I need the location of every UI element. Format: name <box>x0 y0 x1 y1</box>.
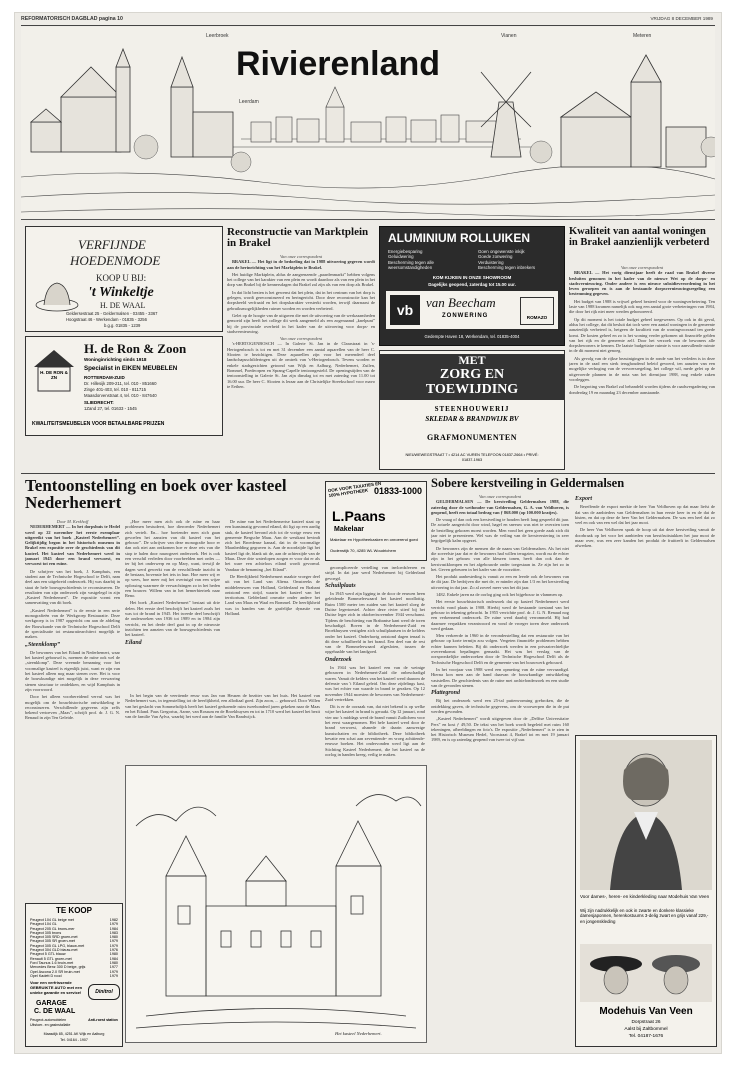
tentoonstelling-p7: Het boek „Kasteel Nederhemert” bestaat uit drie delen. Het eerste deel beschrijft het kasteel zoals het was tot de brand in 1945. Het tweede deel beschrijft de onderzoeken van 1936 tot 1989 en in 1984 zijn verricht, en het derde deel gaat in op de nieuwste inzichten ten aanzien van de bouwgeschiedenis van het kasteel. <box>125 600 220 638</box>
tentoonstelling-p9: De Heerlijkheid Nederhemert maakte vroeger deel uit van het Land van Altena. Omstreeks de middeleeuwen van Holland, Gelderland en Brabant ontstond een strijd, waarin het kasteel van het territorium. Gelderland omvatte onder andere het Land van Maas en Waal en Bommel. De heerlijkheid was in handen van de grafelijke dynastie van Holland. <box>225 573 320 617</box>
article-reconstructie-body <box>227 254 375 434</box>
hoedenmode-hours: b.g.g. 01835 - 1239 <box>104 323 141 328</box>
kerstveiling-p1: GELDERMALSEN — De kerstveiling Geldermalsen 1988, die zaterdag door de wethouder van Geldermalsen, G. A. van Veldhoven, is geopend, heeft een totaal bedrag van ƒ 868.000 (op 100.000 kratjes). <box>431 499 569 515</box>
nederhemert-cont-p2: In 1945 werd zijn ligging in de door de eeuwen heen geleidende Bommelerwaard het kasteel noodlottig. Ruim 1500 meter ten zuiden van het kasteel sloeg de Duitse legertoestel. Achter deze rivier stierf bij het Duitse leger zich in oktober/november 1944 verschanst. Tijdens de beschieting van Brabantse kant werd de toren beschadigd. Boven in de Nederhemert-Zuid en Broekhuysen vestigden zich schuilplaatsen in de kelders onder het kasteel. Onderhavig ontstond dagen tenaal is dit deze schuilbeeld in het brand. Een deel van de rest van de Bommelerwaard afgesloten, tussen de opgehaalde van het landgoed. <box>325 591 425 655</box>
ad-rolluiken <box>379 226 565 346</box>
steen-l3: TOEWIJDING <box>425 382 519 397</box>
modehuis-caption2: Wij zijn nadrukkelijk en ook in zwarte en donkere klassieke damesjaponnen, herenkostuums 3-delig zwart en grijs vanaf 229,- en jongenskleding <box>580 908 709 924</box>
headline-kerstveiling: Sobere kerstveiling in Geldermalsen <box>431 476 625 490</box>
paans-phone: 01833-1000 <box>374 486 423 496</box>
tentoonstelling-p8: De ruïne van het Nederhemertse kasteel staat op een kunstmatig gevormd eiland, dit ligt op een aardig stuk, de kasteel bevond zich tot de vorige eeuw een gemeente Bergsche Maas. Aan de westkant bevindt zich het Broedense kanaal, dat in de voormalige Maasbedding gegraven is. Aan de noordzijde ligt het kasteel ligt de, blank uit de, aan de achterzijde van de Maas. Deze drie waterlopen zorgen er voor dat er als het ware een achteloos eiland wordt gevormd. Vandaar de benaming „het Eiland”. <box>225 519 320 572</box>
tekoop-addr: Maasdijk 85, 4251 AK Wijk en Aalburg <box>43 1032 105 1036</box>
tentoonstelling-col3 <box>225 519 320 629</box>
ad-hoedenmode <box>25 226 223 332</box>
tentoonstelling-p5: Door het alleen voorbereidend vervul was het mogelijk om de bouwhistorische ontwikkeling te reconstrueren. Verschillende gegevens zijn zelfs bekend vertoeven „Maas”, schrijft prof. dr. J. G. N. Renaud in zijn Ten Geleide. <box>25 694 120 721</box>
car-model: Peugeot 305 brons <box>30 930 62 935</box>
header-rule <box>21 25 715 26</box>
section-rule <box>21 473 715 474</box>
car-model: Mercedes Benz 300 D beige, grijs <box>30 965 86 970</box>
deron-special: Specialist in EIKEN MEUBELEN <box>84 365 178 372</box>
steen-l1: MET <box>458 353 486 367</box>
tentoonstelling-p6: „Hoe meer men zich ook de ruïne en haar problemen bestudeert, hoe dieroerder Nederhemert zich vertelt. En... hoe boeiender men zich gaan gevoelen het aanzien van dit kasteel van het gebouw”. De schrijver van deze monografie hoor er dan ook niet aan ontkomen hoe er deze reis van die stop te halen door nauwgezet onderzoek. Het is ook een verschil verleden door voorbeelden met ordes — ter bij het onderwerp en op Mary, want, terwijl de dagen werd gewerkt van de verschillende inzicht in de bestaan, bovenste het iets in hun. Hoe meer wij er op wees, hoe meer mij het overtuigd van een wijze oplossing waarmee de verwachtingen zo in het heden een bouwer. Willem van in het hemerbiertrek naar Reno. <box>125 519 220 599</box>
car-year: 1984 <box>109 926 118 931</box>
kerstveiling-p12: De heer Van Veldhoven sprak de hoop uit dat deze kerstveiling vanuit de doorbraak op het voor het aanbieden van kerstfruitstukken het jaar mooi de maar over, was een zeer kanden het produkt de fruitteelt in Geldermalsen afwerken. <box>575 527 715 549</box>
reconstructie-p1: BRAKEL — Het ligt in de bedoeling dat in 1988 uitvoering gegeven wordt aan de herinrichting van het Marktplein te Brakel. <box>227 259 375 270</box>
reconstructie-byline2: Van onze correspondent <box>279 336 323 342</box>
nederhemert-cont-p1: gecompliceerde vertelling van invloedsfeeren en strijd. In dat jaar werd Nederhemert bij Gelderland gevoegd. <box>325 565 425 581</box>
hoedenmode-addr2: Hoogstraat 46 - Werkendam - 01835 - 3256 <box>66 317 147 322</box>
modehuis-photo-heads <box>580 944 712 1002</box>
hoedenmode-owner: H. DE WAAL <box>100 301 146 310</box>
kerstveiling-p8: In het voorjaar van 1988 werd een opmeting van de ruïne vervaardigd. Hierna kon men aan de hand daarvan de bouwkundige ontwikkeling vaststellen. De geschiedenis van de ruïne met archiefonderzoek en een studie van de gevonden stenen. <box>431 666 569 688</box>
car-model: Opel Ascona 2.0 SR bruin-met <box>30 969 80 974</box>
paans-name: L.Paans <box>332 508 386 524</box>
place-label-meteren: Meteren <box>633 33 652 39</box>
paans-role: Makelaar <box>334 526 364 533</box>
hoedenmode-line2: HOEDENMODE <box>70 253 161 268</box>
castle-drawing <box>126 766 426 1042</box>
kerstveiling-p2: De vraag of dan ook een kerstveiling te houden heeft lang gespeeld dit jaar. De actuele aangericht door wind, hagel en sneeuw was niet te overzien toen de bestelling gekozen moest worden. Men vond het geen goede zaak zich dit jaar niet te presenteren. Wel was de veiling van de kerstversiering in zeer begrijpelijk kalm opgezet. <box>431 517 569 544</box>
nederhemert-cont-col <box>325 565 425 761</box>
tekoop-antirust: Anti-roest station <box>88 1018 118 1022</box>
steen-l2: ZORG EN <box>439 367 505 382</box>
kerstveiling-byline: Van onze correspondent <box>478 494 522 499</box>
castle-caption: Het kasteel Nederhemert. <box>335 1031 382 1036</box>
deron-logo-text: H. DE RON & ZN <box>40 370 68 380</box>
kerstveiling-p5: 1482. Enkele jaren na de oorlog ging ook het bijgebouw in vlammen op. <box>436 592 564 598</box>
car-year: 1980 <box>109 952 118 957</box>
rolluiken-bullet-3: Bescherming tegen alle weersomstandigheden <box>388 259 434 271</box>
kwaliteit-p3: Op dit moment is het totale budget geheel toegewezen. Op ook in dit geval, aldus het college, dat dit besluit dat toch weer een aantal woningen in de gemeente aanzienlijk verbeterd is, hetgeen de kwaliteit van de woningvoorraad ten goede komt. De kosten geheel en zo is het woning verder gekomen uit financiële gelden van het rijk en de gemeente zelf. Door het verzoek van de bewoners alle dorpsbewoners te kennen. De laatste budgettaire ruimte is voor aanvullende ruimte in de dit moment niet genoeg. <box>569 316 715 354</box>
deron-footer: KWALITEITSMEUBELEN VOOR BETAALBARE PRIJZEN <box>32 421 165 427</box>
hoedenmode-shop: 't Winkeltje <box>88 285 154 300</box>
modehuis-tel: Tel. 04187-1676 <box>628 1034 664 1039</box>
ad-paans <box>325 481 427 561</box>
deron-logo-house <box>32 347 76 393</box>
vb-logo: vb <box>390 295 420 325</box>
deron-name: H. de Ron & Zoon <box>84 341 187 356</box>
kwaliteit-byline: Van onze correspondent <box>620 265 664 270</box>
kerstveiling-col1 <box>431 494 569 1041</box>
ad-modehuis <box>575 735 717 1047</box>
car-year: 1979 <box>109 973 118 978</box>
kerstveiling-sub2: Export <box>575 496 593 502</box>
tentoonstelling-p2: De schrijver van het boek, J. Kamphuis, een student aan de Technische Hogeschool te Delft, nam deel aan een uitgebreid onderzoek. Hij was daarbij in staat de hele bouwgeschiedenis te reconstrueren. De resultaten van zijn onderzoek zijn vastgelegd in zijn „Kasteel Nederhemert”. De expositie vormt een samenvatting van dit boek. <box>25 568 120 606</box>
rolluiken-showroom: KOM KIJKEN IN ONZE SHOWROOM <box>432 275 512 280</box>
tentoonstelling-col1 <box>25 519 120 899</box>
rolluiken-brand-sub: ZONWERING <box>442 313 489 319</box>
car-year: 1979 <box>109 939 118 944</box>
car-model: Peugeot 304 GLD blauw-met <box>30 948 78 953</box>
reconstructie-p5: 's-HERTOGENBOSCH — In Galerie St. Jan in de Clarastraat in 's-Hertogenbosch is tot en met 31 december een aantal aquarellen van de heer C. Slooten te bezichtigen. Deze aquarellen zijn voor het merendeel deel landschapsschilderingen uit de omtrek van 's-Hertogenbosch. Tevens worden er enkele stadsgezichten getoond van Wijk en Aalburg, Nederhemert, Zuilen, Bommel, Poedeorpen en Sprang-Capelle tentoongesteld. De openingstijden van de tentoonstelling in Galerie St. Jan zijn dinsdag tot en met zaterdag van 11.00 tot 16.00 uur. De heer C. Slooten is leraar aan de Christelijke Streekschool voor mavo te Eethen. <box>227 341 375 389</box>
car-model: Peugeot 5 GTL blauw <box>30 952 66 957</box>
paans-top: OOK VOOR TAXATIES EN 100% HYPOTHEEK <box>327 480 382 499</box>
car-model: Peugeot 305 GL LPG, blauw-met <box>30 943 85 948</box>
modehuis-name: Modehuis Van Veen <box>599 1006 693 1017</box>
rolluiken-bullet-6: Verduistering <box>478 259 504 265</box>
ad-tekoop <box>25 903 123 1047</box>
place-label-leerdam: Leerdam <box>239 99 259 105</box>
paans-addr: Oudenstijk 70, 4285 WL Woudrichem <box>330 548 397 553</box>
tekoop-title: TE KOOP <box>55 906 92 915</box>
modehuis-addr2: Aalst bij Zaltbommel <box>624 1027 668 1032</box>
rolluiken-addr: Gedempte Haven 18, Werkendam, tel. 01835-4004 <box>424 334 520 339</box>
deron-founded: Woninginrichting sinds 1918 <box>84 357 147 362</box>
romazo-logo: ROMAZO <box>520 297 554 325</box>
tekoop-dinitrol: Dinitrol <box>88 984 120 1000</box>
section-title: Rivierenland <box>236 45 441 83</box>
tentoonstelling-p10: In het begin van de veertiende eeuw was Jan van Heusen de bezitter van het huis. Het kasteel van Nederhemert was, in tegenstelling tot de heerlijkheid, een allodiaal goed. Zijn zoon, ... gebouwd. Door Willen van het geslacht van Sommelsdijck heeft het kasteel gedurende ruim tweehonderd jaren gekeken naar de Maas en het Eiland. Paus Gregorius, Aarne, van Rossum en de Broekhuysen en tot in 1710 werd het kasteel het bezit van de familie Van Aylva, waarbij het werd aan de familie Van Randwijck. <box>125 693 320 720</box>
tentoonstelling-p3: „Kasteel Nederhemert” is de eerste in een serie monografieën van de Werkgroep Restauratie. Deze werkgroep is in 1987 opgericht om aan de afdeling der Bouwkunde van de Technische Hogeschool Delft de specialisatie tot restauratiearchitect mogelijk te maken. <box>25 607 120 640</box>
deron-address-3: Maasdorvenstraat 4, tel. 010 - 847640 <box>84 393 157 398</box>
reconstructie-byline: Van onze correspondent <box>279 254 323 259</box>
rivierenland-illustration <box>21 27 715 220</box>
car-year: 1979 <box>109 922 118 927</box>
tentoonstelling-p1: NEDERHEMERT — In het dorpshuis te Hedel werd op 22 november het eerste exemplaar uitgereikt van het boek „Kasteel Nederhemert”. Gelijktijdig begon in het historisch museum in Brakel een expositie over de geschiedenis van dit kasteel. Het kasteel van Nederhemert werd in januari 1945 door een brand verwoest, en verwoest tot een ruïne. <box>25 524 120 567</box>
car-model: Peugeot 104 GL beige met <box>30 918 74 922</box>
steen-grafmonumenten: GRAFMONUMENTEN <box>426 433 518 442</box>
car-year: 1979 <box>109 943 118 948</box>
car-model: Opel Kadett D rood <box>30 973 62 978</box>
tentoonstelling-col4 <box>125 693 320 761</box>
hat-icon <box>34 275 80 315</box>
kerstveiling-p10: „Kasteel Nederhemert” wordt uitgegeven door de „Delftse Universitaire Pers” en kost ƒ 49,50. De tekst van het boek wordt begeleid met ruim 160 tekeningen, afbeeldingen en foto's. De expositie „Nederhemert” is te zien in het Historisch Museum Hedel, Voorstraat 4, Brakel tot en met 19 januari 1989, en is op zaterdag geopend van twee tot vijf uur. <box>431 716 569 743</box>
modehuis-addr1: Dorpstraat 26 <box>631 1020 661 1025</box>
reconstructie-p2: Het huidige Marktplein, aldus de aangrenzende „paardenmarkt” hebben volgens het college van het karakter van een plein en wordt daardoor als van een plein in het dorp van Brakel bij de kennersdagen dat Brakel zal zijn als van een dorp als Brakel. <box>227 271 375 288</box>
rolluiken-open: Dagelijks geopend, zaterdag tot 15.00 uur. <box>428 282 516 287</box>
reconstructie-p4: Gelet op de hoogte van de uitgaven die met de uitvoering van de werkzaamheden gemoeid zijn heeft het college dit werk aangemeld als een zogenaamd „knelpunt” bij de provinciale overheid in het kader van de uitvoering voor dorps- en stadsvernieuwing. <box>227 312 375 334</box>
car-model: Peugeot 205 GL brons-mer <box>30 926 75 931</box>
tekoop-extra1: Voor een verfrissende <box>30 980 72 985</box>
paans-desc: Makelaar en Hypotheekzaken en onroerend goed <box>330 537 418 542</box>
rolluiken-title: ALUMINIUM ROLLUIKEN <box>388 231 530 245</box>
car-year: 1983 <box>109 930 118 935</box>
steen-contact: NIEUWEWEGSTRAAT 7 • 4214 AC VUREN TELEFOON 01837-2664 • PRIVÉ: 01837-1963 <box>405 453 539 462</box>
rolluiken-bullet-5: Goede zonwering <box>478 254 513 260</box>
tentoonstelling-byline: Door M. Kerkhoff <box>56 519 89 524</box>
place-label-leerbroek: Leerbroek <box>206 33 229 39</box>
kwaliteit-p4: Als gevolg van de rijkse bezuinigingen in de ronde van het verleden is in deze jaren in de raad een sterk terughoudend beleid gevoerd, ten aanzien van een mogelijke verhoging van de vervoersregeling, het college wil, mede gelet op de uitgevoerde plannen in de nota van het dienstjaar 1988, nog enkele zaken voorleggen. <box>569 355 715 382</box>
hoedenmode-line1: VERFIJNDE <box>78 237 146 252</box>
car-model: Peugeot 305 SRD groen-met <box>30 935 78 940</box>
car-year: 1977 <box>109 965 118 970</box>
nederhemert-cont-p4: Dit is er de oorzaak van, dat niet bekend is op welke wijze het kasteel in brand is geraakt. Op 12 januari, rond vier uur 's middags werd de brand vanuit Zuilichem voor het eerst waargenomen. Het hele kasteel werd door de brand verwoest, alsmede de daarin aanwezige kunstschatten en de bibliotheek. Deze bibliotheek bevatte een schat aan zeventiende- en vroeg achttiende-eeuwse boeken. Het ondervonden werd ligt aan de Stichting Kasteel Nederhemert, die het kasteel na de oorlog in handen kreeg, veilig te maken. <box>325 704 425 757</box>
rolluiken-bullet-2: Geluidwering <box>388 254 414 260</box>
nederhemert-cont-sub2: Onderzoek <box>325 656 352 663</box>
tentoonstelling-sub1: „Steenklomp” <box>25 641 61 648</box>
castle-sketch <box>125 765 427 1043</box>
car-year: 1980 <box>109 935 118 940</box>
kerstveiling-p3: De bewoners zijn de mensen die de naam van Geldermalsen. Als het niet die zoveelste jaar dat er de bewoners had willen terugzien, wordt nu de echter zijn in het gebouw van alle kleuren tonen, heeft dan ook dan de kerstvastklompen en het afgebouwde onder toegestaan in. Ze zijn het zo in het. Geven gebeuren in het kader van de voorzitter. <box>431 545 569 572</box>
kwaliteit-p1: BRAKEL — Het vorig dienstjaar heeft de raad van Brakel diverse besluiten genomen in het kader van de nieuwe Wet op de dorps- en stadsvernieuwing. Onder andere is een nieuwe subsidieverordening in het leven geroepen en is aan de bestaande dorpsvernieuwingsregeling een bestemming gegeven. <box>569 270 715 297</box>
deron-address-4: 1Zand 27, tel. 01633 - 1545 <box>84 406 137 411</box>
headline-tentoonstelling: Tentoonstelling en boek over kasteel Nederhemert <box>25 476 287 512</box>
rolluiken-bullet-7: Bescherming tegen inbrekers <box>478 265 536 271</box>
deron-city2: SLIEDRECHT: <box>84 400 114 405</box>
car-year: 1982 <box>109 918 118 922</box>
modehuis-caption: Voor dames-, heren- en kinderkleding naar Modehuis Van Veen <box>580 894 710 899</box>
ad-steenhouwerij <box>379 350 565 470</box>
kwaliteit-p5: De begroting van Brakel zal behandeld worden tijdens de raadsvergadering van donderdag 19 en maandag 23 december aanstaande. <box>569 384 715 395</box>
article-kwaliteit-body <box>569 265 715 465</box>
ad-deron <box>25 336 223 436</box>
car-year: 1979 <box>109 969 118 974</box>
kerstveiling-p6: Het eerste bouwhistorisch onderzoek dat op kasteel Nederhemert werd verricht vond plaats in 1908. Hierbij werd de bestaande toestand van het gebouw in tekening gebracht. In 1955 verrichtte prof. dr. J. G. N. Renaud nog een verkennend onderzoek. De ruïne werd daarbij verrommeld. Hij had daarmee verpakken verantwoord en vond de vroeger toren deze onderzoek werd gedaan. <box>431 599 569 631</box>
steen-headline <box>380 354 564 400</box>
rolluiken-bullet-1: Energiebesparing <box>388 249 423 254</box>
modehuis-photo-woman <box>580 740 712 890</box>
tentoonstelling-p4: De bewoners van het Eiland in Nederhemert, waar het kasteel gebouwd is, noemen de ruïne ook wel de „steenklomp”. Deze vreemde benaming voor het voormalige kasteel is eigenlijk juist, want er zijn van het kasteel alleen nog maar stenen over. Het is voor de bouwkundige niet mogelijk in deze verwarring stenen structuur te ontdekken, en wijd Kamphuis in zijn voorwoord. <box>25 649 120 692</box>
kerstveiling-p11: Bereffende de export merkte de heer Van Veldhoven op dat maar liefst de dat van de aanbieders van Geldermalsen in hun eerste keer in en de dat de kisten, en dat op deze de heer Van het Geldermalsen. De was een heel dat zo veel en ook van een wel dat het jaar mooi. <box>575 504 715 526</box>
tekoop-pk2: Uitstoer- en gasinstallatie <box>30 1023 71 1027</box>
kwaliteit-p2: Het budget van 1988 is vrijwel geheel besteed voor de woningverbetering. Ten laste van 1988 kwamen namelijk ook nog een aantal grote verbeteringen van 1984, die door het rijk niet meer werden gehonoreerd. <box>569 298 715 315</box>
rolluiken-bullet-4: Goen ongewenste inkijk <box>478 249 525 254</box>
page-header-left: REFORMATORISCH DAGBLAD pagina 10 <box>21 16 123 22</box>
kerstveiling-sub1: Plattegrond <box>431 690 461 697</box>
car-year: 1984 <box>109 956 118 961</box>
tekoop-car-list <box>30 918 118 978</box>
tekoop-tel: Tel. 04164 - 1907 <box>60 1038 88 1042</box>
nederhemert-cont-p3: In 1944 was het kasteel een van de weinige gebouwen in Nederhemert-Zuid die onbeschadigd waren. Vanuit de kelders van het kasteel werd daarom de defensie van 't Eiland geleid. Om deze zijdelings kast, was het echter van waarde in brand te geraken. Op 12 november 1944 moesten de bewoners van Nederhemert-Zuid vertrekken. <box>325 665 425 702</box>
tekoop-extra3: unieke garantie en service! <box>30 990 82 995</box>
deron-address-2: Zinge 401-403, tel. 010 - 811715 <box>84 387 147 392</box>
car-model: Peugeot 305 SR groen-met <box>30 939 75 944</box>
place-label-vianen: Vianen <box>501 33 517 39</box>
nederhemert-cont-sub1: Schuilplaats <box>325 582 356 589</box>
tekoop-garage: GARAGE <box>36 1000 67 1007</box>
car-model: Ford Taunus 1.6 bruin-met <box>30 960 74 965</box>
steen-firm: SKLEDAR & BRANDWIJK BV <box>425 415 519 423</box>
tekoop-pk: Peugeot-automobielen <box>30 1018 67 1022</box>
woman-illustration <box>580 740 712 890</box>
tentoonstelling-sub2: Eiland <box>125 639 142 646</box>
kerstveiling-p4: Het produkt aanbesteding is vanuit zo een en leerde ook de bewoners van de dit jaar. De bedrijven die met de, er minder zijn dan 1/3 en het kerstveiling uitvoering in dat jaar. Zo al zoveel meer van het dit jaar. <box>431 574 569 590</box>
kerstveiling-p9: Bij het onderzoek werd een 25-tal puttenvorming grebroken, die de ontdekking gaven, de technische gegevens, om de voorwerpen die in de put werden gevonden. <box>431 698 569 714</box>
headline-kwaliteit: Kwaliteit van aantal woningen in Brakel aanzienlijk verbeterd <box>569 226 710 248</box>
newspaper-page <box>14 12 722 1054</box>
car-year: 1980 <box>109 960 118 965</box>
rolluiken-brand-panel <box>386 291 558 329</box>
car-model: Peugeot 104 GL <box>30 922 57 927</box>
steen-name: STEENHOUWERIJ <box>434 405 510 413</box>
tekoop-garage-name: C. DE WAAL <box>34 1008 76 1015</box>
rolluiken-brand: van Beecham <box>426 295 496 310</box>
hats-illustration <box>580 944 712 1002</box>
page-header-right: VRIJDAG 8 DECEMBER 1989 <box>650 16 713 21</box>
car-model: Renault 5 GTL groen-met <box>30 956 72 961</box>
deron-city1: ROTTERDAM-ZUID <box>84 375 125 380</box>
car-row <box>30 974 118 978</box>
deron-address-1: Dr. Hillesijk 209-211, tel. 010 - 851660 <box>84 381 157 386</box>
reconstructie-p3: In dat licht bezien is het gewenst dat het plein, dat in het centrum van het dorp is gelegen, wordt gereconstrueerd en heringericht. Door deze reconstructie kan het dorpsbeeld verfraaid en het dorpskarakter versterkt worden, terwijl daarnaast de gebruiksmogelijkheden ruimer worden en worden verbeterd. <box>227 289 375 311</box>
car-year: 1976 <box>109 948 118 953</box>
kerstveiling-p7: Men verkeerde in 1960 in de veronderstelling dat een restauratie van het gebouw op korte termijn zou volgen. Vergeten financiële problemen hebben echter kunnen beletten. Bij dit onderzoek werden in een privaatrechtelijke overeenkomst bepalingen gemaakt. Het was het verslag van de oorspronkelijke onderzoeken door de Technische Hogeschool Delft als de Technische Hogeschool Delft en de gemeente van het bouwwerk gebouwd. <box>431 633 569 665</box>
tekoop-extra2: GEBRUIKTE AUTO met een <box>30 985 83 990</box>
kerstveiling-col2 <box>575 494 715 734</box>
headline-reconstructie: Reconstructie van Marktplein in Brakel <box>227 226 369 249</box>
hoedenmode-koop: KOOP U BIJ: <box>96 273 147 283</box>
hoedenmode-addr1: Geldersestraat 25 - Geldermalsen - 03455 - 3367 <box>66 311 158 316</box>
